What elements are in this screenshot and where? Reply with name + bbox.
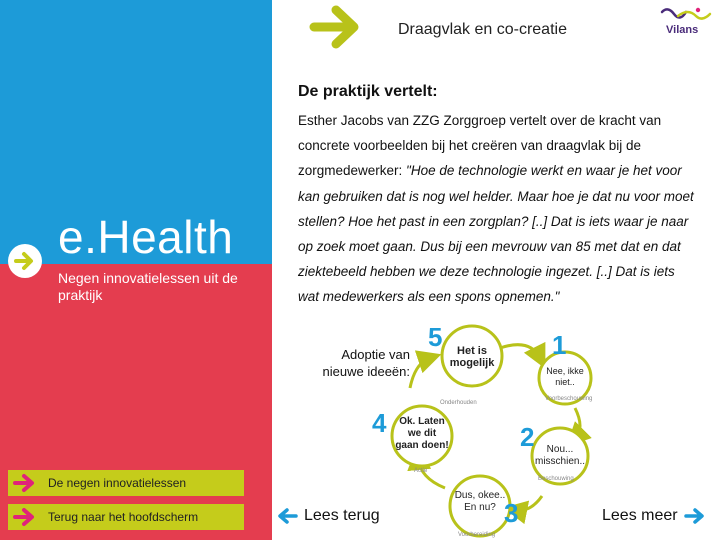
- main-screen-button[interactable]: [8, 504, 244, 530]
- read-back-button[interactable]: [276, 507, 380, 525]
- section-title: Draagvlak en co-creatie: [398, 21, 567, 38]
- step-3-number: 3: [504, 498, 519, 528]
- content-body: [298, 108, 698, 310]
- step-4-text: Ok. Laten we dit gaan doen!: [395, 416, 449, 451]
- ehealth-subtitle: Negen innovatielessen uit de praktijk: [58, 270, 238, 303]
- content-quote: "Hoe de technologie werkt en waar je het voor kan gebruiken dat is nog wel helder. Maar hoe je dat nu voor moet stellen? Hoe het past in een zorgplan? [..] Dat is iets waar je naar op zoek moet gaan. Dus bij een mevrouw van 85 met dat en dat ziektebeeld hebben we deze technologie ingezet. [..] Dat is iets wat medewerkers als een spons opnemen.": [298, 163, 694, 305]
- step-3: [450, 476, 518, 538]
- step-5: [428, 322, 502, 406]
- nine-lessons-label: De negen innovatielessen: [48, 476, 187, 490]
- step-1-number: 1: [552, 330, 567, 360]
- adoption-cycle-diagram: [370, 318, 600, 540]
- step-5-caption: Onderhouden: [440, 400, 477, 406]
- step-1: [539, 330, 592, 404]
- step-3-text: Dus, okee.. En nu?: [454, 490, 506, 513]
- step-5-text: Het is mogelijk: [449, 345, 495, 369]
- diagram-label: Adoptie van nieuwe ideeën:: [322, 347, 410, 379]
- arrow-left-icon: [276, 507, 298, 525]
- header-arrow-icon: [308, 2, 368, 57]
- step-1-text: Nee, ikke niet..: [546, 366, 584, 387]
- read-back-label: Lees terug: [304, 507, 380, 524]
- step-4-number: 4: [372, 408, 387, 438]
- step-2-text: Nou... misschien..: [534, 444, 586, 467]
- main-screen-label: Terug naar het hoofdscherm: [48, 510, 199, 524]
- step-2-caption: Beschouwing: [538, 476, 574, 482]
- step-4-caption: Actie: [414, 468, 428, 474]
- step-1-caption: Voorbeschouwing: [545, 396, 593, 402]
- ehealth-arrow-icon: [8, 244, 42, 278]
- arrow-right-icon: [8, 504, 42, 530]
- ehealth-title: e.Health: [58, 211, 234, 263]
- step-4: [372, 406, 452, 474]
- vilans-logo-text: Vilans: [666, 24, 699, 36]
- read-more-label: Lees meer: [602, 507, 678, 524]
- step-2-number: 2: [520, 422, 535, 452]
- arrow-right-icon: [684, 507, 706, 525]
- content-intro: Esther Jacobs van ZZG Zorggroep vertelt over de kracht van concrete voorbeelden bij het creëren van draagvlak bij de zorgmedewerker:: [298, 113, 662, 179]
- arrow-right-icon: [8, 470, 42, 496]
- content-heading: De praktijk vertelt:: [298, 83, 438, 100]
- left-bottom-panel: [0, 264, 272, 540]
- step-3-caption: Voorbereiding: [458, 532, 496, 538]
- read-more-button[interactable]: [602, 507, 706, 525]
- nine-lessons-button[interactable]: [8, 470, 244, 496]
- step-5-number: 5: [428, 322, 443, 352]
